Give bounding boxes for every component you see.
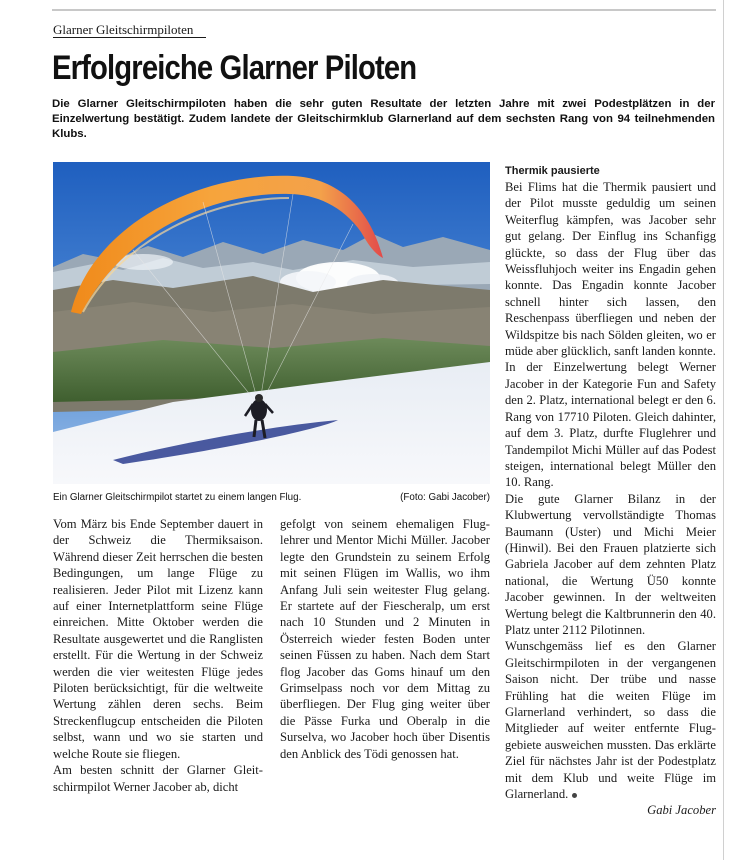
paragraph: Vom März bis Ende September dauert in der Schweiz die Thermiksaison. Während dieser Zeit herrschen die besten Bedingungen, um lange Flüge zu realisieren. Jeder Pilot mit Lizenz kann auf einer Internetplattform seine Flüge einreichen. Mitte Oktober werden die Resultate ausgewertet und die Ranglisten erstellt. Für die Wertung in der Schweiz werden die vier weitesten Flüge jedes Piloten berücksichtigt, für die weltweite Wertung zählen deren sechs. Beim Streckenflugcup entscheiden die Piloten selbst, wann und wo sie starten und welche Route sie fliegen. xyxy=(53,517,263,761)
caption-text: Ein Glarner Gleitschirmpilot startet zu einem langen Flug. xyxy=(53,492,302,503)
headline: Erfolgreiche Glarner Piloten xyxy=(52,49,417,87)
photo-credit: (Foto: Gabi Jacober) xyxy=(400,492,490,503)
paragraph: Die gute Glarner Bilanz in der Klubwertung vervollständigte Thomas Baumann (Uster) und Michi Meier (Hinwil). Bei den Frauen platzierte sich Gabriela Jacober auf dem zehnten Platz national, die Wertung Ü50 konnte Jacober gewinnen. In der weltweiten Wertung belegt die Kaltbrunnerin den 40. Platz unter 2112 Pilotinnen. xyxy=(505,491,716,637)
lead-paragraph: Die Glarner Gleitschirmpiloten haben die sehr guten Resultate der letzten Jahre mit zwei Podestplätzen in der Einzelwertung bestätigt. Zudem landete der Gleitschirmklub Glarnerland auf dem sechsten Rang von 94 teilnehmenden Klubs. xyxy=(52,98,715,141)
subheading: Thermik pausierte xyxy=(505,165,600,177)
column-1 xyxy=(53,516,263,795)
paragraph xyxy=(505,638,716,802)
top-rule xyxy=(52,9,716,11)
column-3 xyxy=(505,164,716,819)
column-2 xyxy=(280,516,490,762)
paragraph: Bei Flims hat die Thermik pausiert und der Pilot musste geduldig um seinen Weiterflug kämpfen, was Jacober sehr gut gelang. Der Einflug ins Schanfigg glückte, so dass der Flug über das Weissfluhjoch weiter ins Engadin gehen konnte. Das Engadin konnte Jacober schnell hinter sich lassen, den Reschenpass überfliegen und neben der Wildspitze bis nach Sölden gleiten, wo er müde aber glücklich, sanft landen konnte. xyxy=(505,180,716,359)
paragraph: gefolgt von seinem ehemaligen Fluglehrer und Mentor Michi Müller. Jacober legte den Grundstein zu seinem Erfolg mit seinen Flügen im Wallis, wo ihm Anfang Juli sein weitester Flug gelang. Er startete auf der Fiescheralp, um erst nach 10 Stunden und 2 Minuten in Österreich wieder festen Boden unter seinen Füssen zu haben. Nach dem Start flog Jacober das Goms hinauf um den Grimselpass noch vor dem Mittag zu überfliegen. Der Flug ging weiter über die Pässe Furka und Oberalp in die Surselva, wo Jacober hoch über Disentis den Anblick des Tödi genossen hat. xyxy=(280,517,490,761)
paragraph: Am besten schnitt der Glarner Gleitschirmpilot Werner Jacober ab, dicht xyxy=(53,763,263,794)
end-mark-icon xyxy=(572,793,577,798)
author-byline: Gabi Jacober xyxy=(647,803,716,818)
section-kicker: Glarner Gleitschirmpiloten xyxy=(53,22,194,37)
paragraph: In der Einzelwertung belegt Werner Jacober in der Kategorie Fun and Safety den 2. Platz, international belegt er den 6. Rang von 17710 Piloten. Gleich dahinter, auf dem 3. Platz, durfte Fluglehrer und Tandempilot Michi Müller auf das Podest steigen, international belegt Müller den 10. Rang. xyxy=(505,360,716,490)
column-edge-rule xyxy=(723,0,724,860)
paraglider-photo xyxy=(53,162,490,484)
closing-text: Wunschgemäss lief es den Glarner Gleitschirmpiloten in der vergangenen Saison nicht. Der trübe und nasse Frühling hat die weiten Flüge im Glarnerland verhindert, so dass die Mitglieder auf weiter entfernte Fluggebiete ausweichen mussten. Das erklärte Ziel für nächstes Jahr ist der Podestplatz mit dem Klub und weite Flüge im Glarnerland. xyxy=(505,639,716,802)
kicker-underline xyxy=(53,37,206,38)
